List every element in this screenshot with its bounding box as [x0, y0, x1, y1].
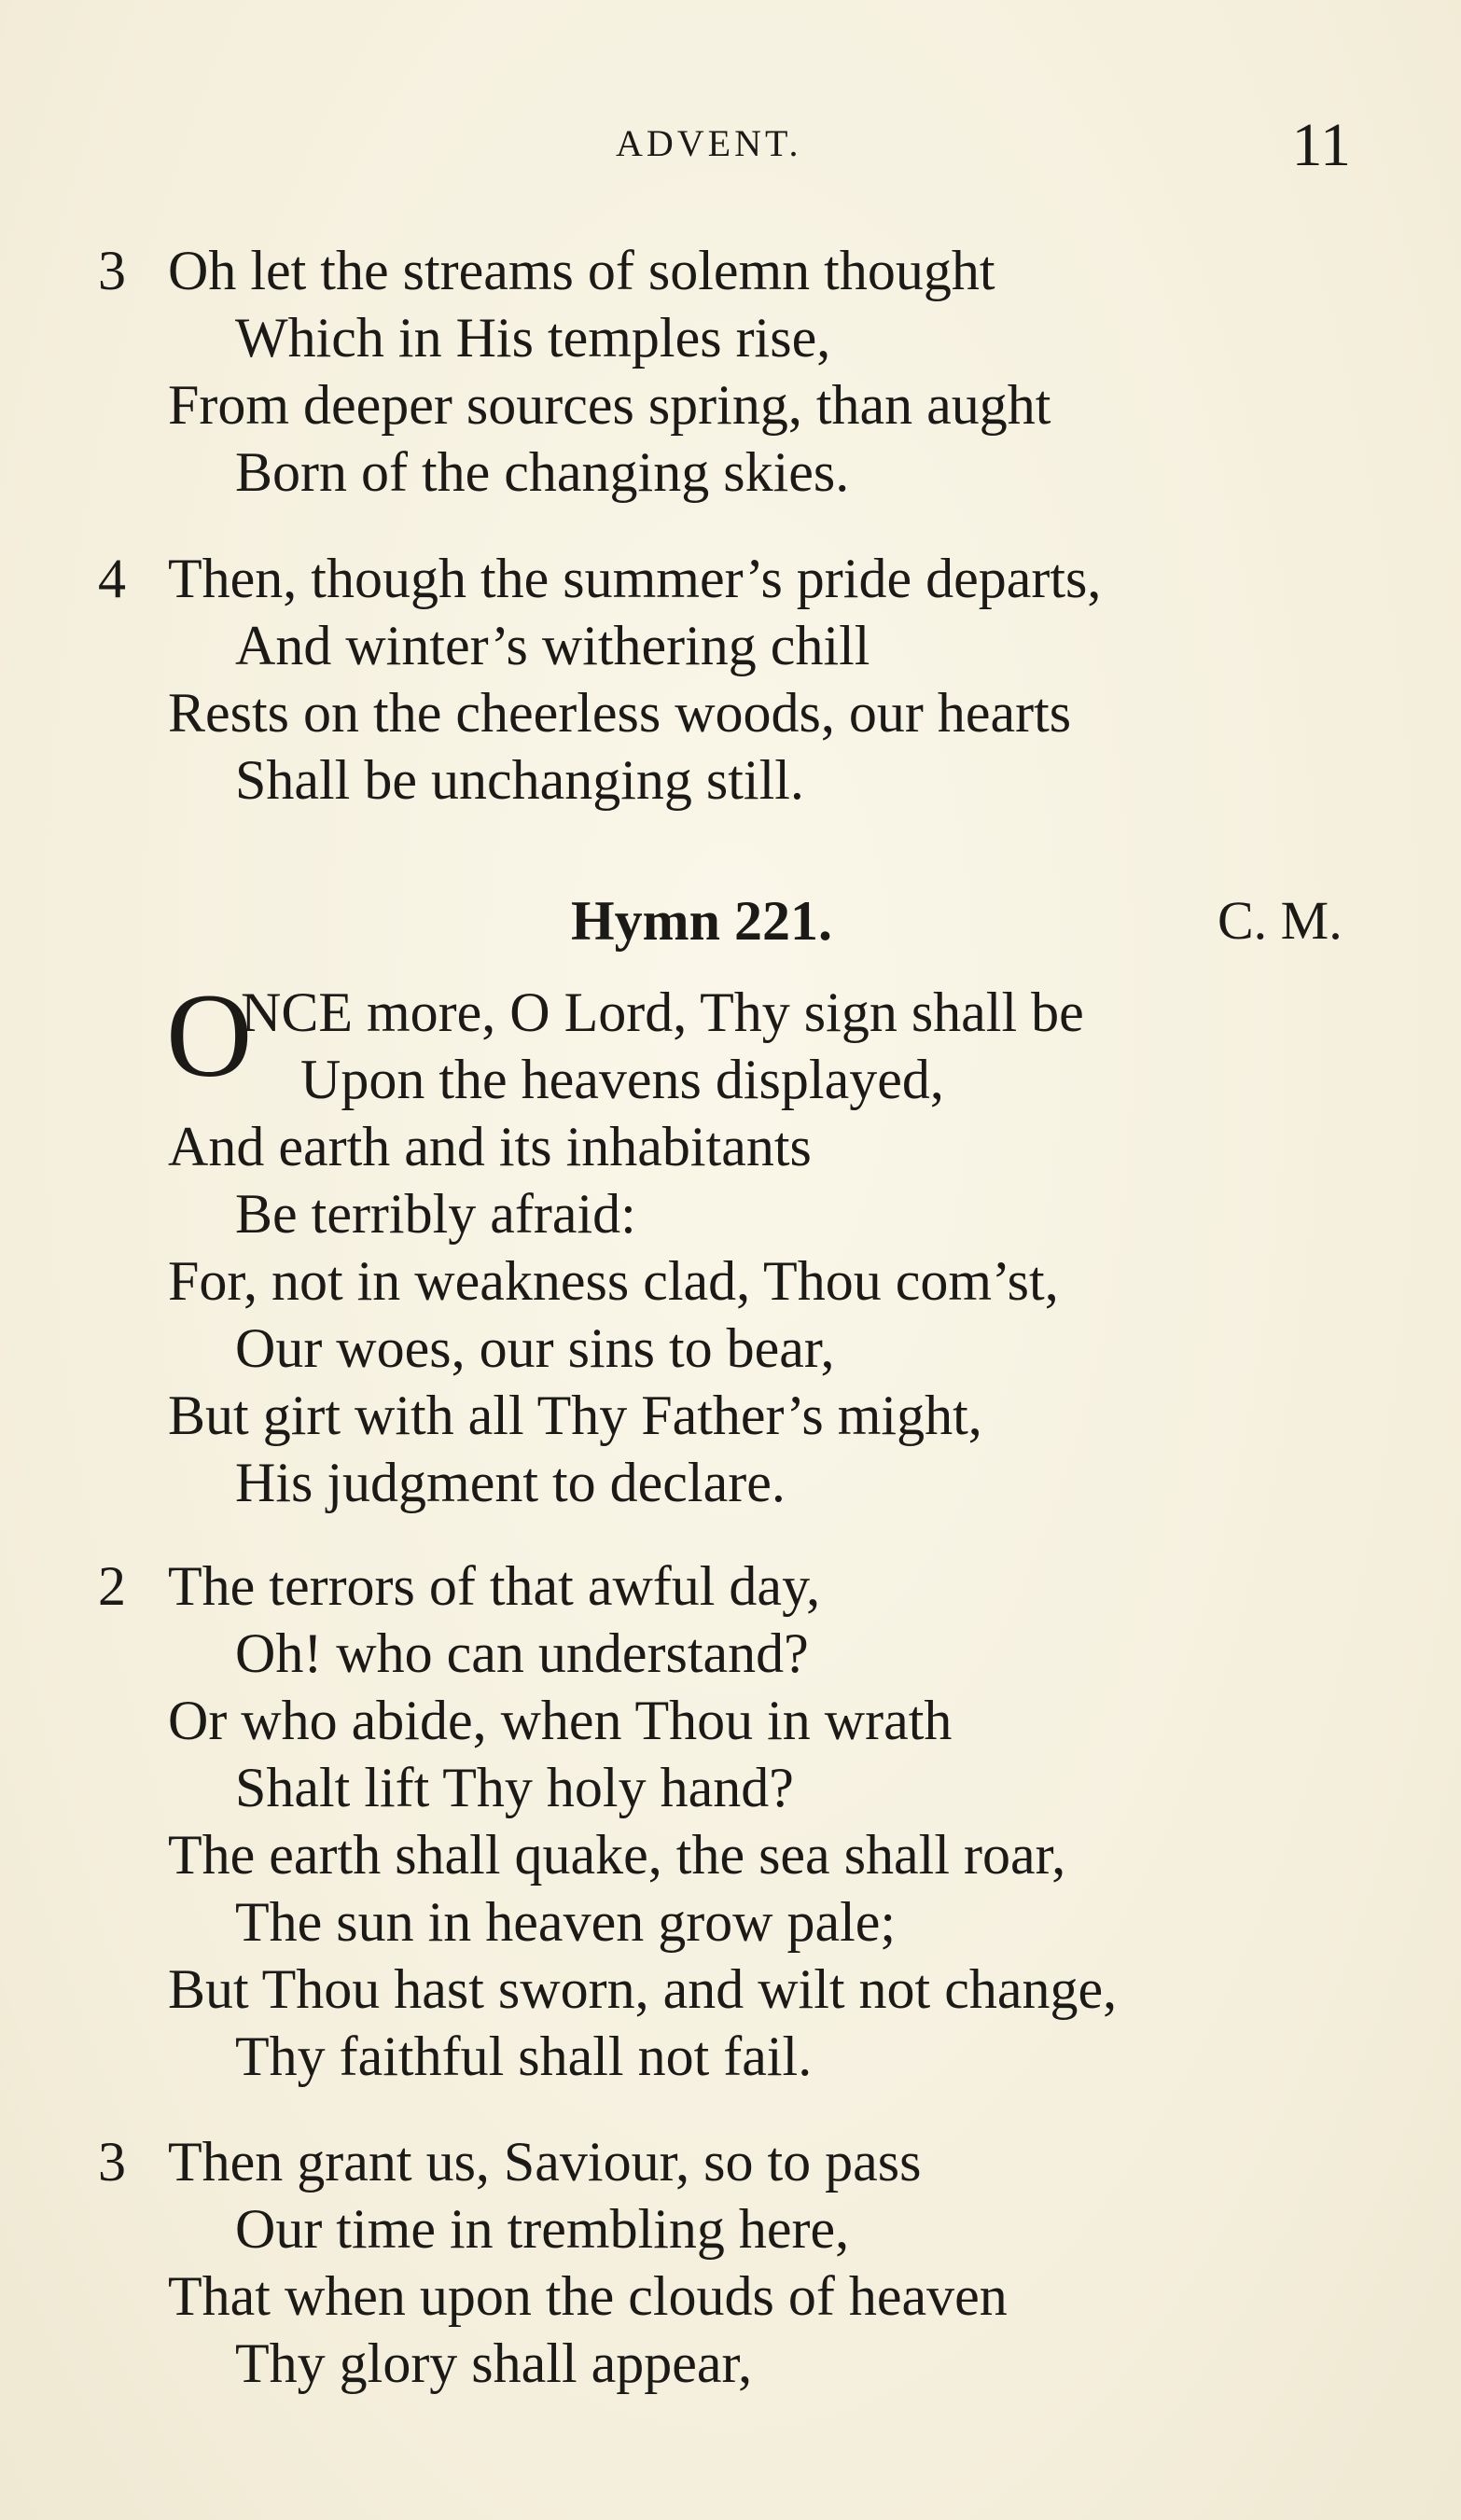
stanza-number: 3 — [98, 240, 126, 301]
verse-line: Thy glory shall appear, — [235, 2332, 753, 2394]
hymn-meter: C. M. — [1218, 890, 1343, 951]
verse-line: For, not in weakness clad, Thou com’st, — [168, 1250, 1059, 1312]
verse-line: His judgment to declare. — [235, 1452, 786, 1513]
verse-line: Or who abide, when Thou in wrath — [168, 1690, 953, 1751]
verse-line: Shalt lift Thy holy hand? — [235, 1757, 794, 1818]
verse-line: And earth and its inhabitants — [168, 1116, 812, 1177]
verse-line: Oh let the streams of solemn thought — [168, 240, 995, 301]
verse-line: The terrors of that awful day, — [168, 1555, 821, 1617]
verse-line: But Thou hast sworn, and wilt not change, — [168, 1958, 1118, 2020]
verse-line: From deeper sources spring, than aught — [168, 374, 1051, 436]
verse-line: Our woes, our sins to bear, — [235, 1317, 835, 1379]
verse-line: Oh! who can understand? — [235, 1622, 809, 1684]
page-header — [0, 110, 1461, 179]
verse-line: NCE more, O Lord, Thy sign shall be — [241, 982, 1084, 1043]
stanza-number: 4 — [98, 548, 126, 609]
verse-line: Upon the heavens displayed, — [300, 1049, 944, 1110]
running-head: ADVENT. — [616, 122, 802, 164]
verse-line: Born of the changing skies. — [235, 441, 850, 503]
drop-cap: O — [166, 969, 253, 1102]
verse-line: The earth shall quake, the sea shall roar, — [168, 1824, 1066, 1886]
verse-line: Our time in trembling here, — [235, 2198, 850, 2260]
verse-line: Thy faithful shall not fail. — [235, 2026, 813, 2087]
verse-line: The sun in heaven grow pale; — [235, 1891, 897, 1953]
page-number: 11 — [1291, 111, 1351, 179]
verse-line: And winter’s withering chill — [235, 615, 870, 676]
verse-line: Then, though the summer’s pride departs, — [168, 548, 1102, 609]
hymn-title: Hymn 221. — [571, 890, 833, 952]
stanza-number: 2 — [98, 1555, 126, 1617]
verse-line: Then grant us, Saviour, so to pass — [168, 2131, 922, 2193]
verse-line: But girt with all Thy Father’s might, — [168, 1385, 982, 1446]
verse-line: Rests on the cheerless woods, our hearts — [168, 682, 1072, 744]
verse-line: Be terribly afraid: — [235, 1183, 636, 1245]
verse-line: Which in His temples rise, — [235, 307, 831, 369]
stanza-number: 3 — [98, 2131, 126, 2193]
verse-line: Shall be unchanging still. — [235, 749, 804, 811]
verse-line: That when upon the clouds of heaven — [168, 2265, 1008, 2327]
